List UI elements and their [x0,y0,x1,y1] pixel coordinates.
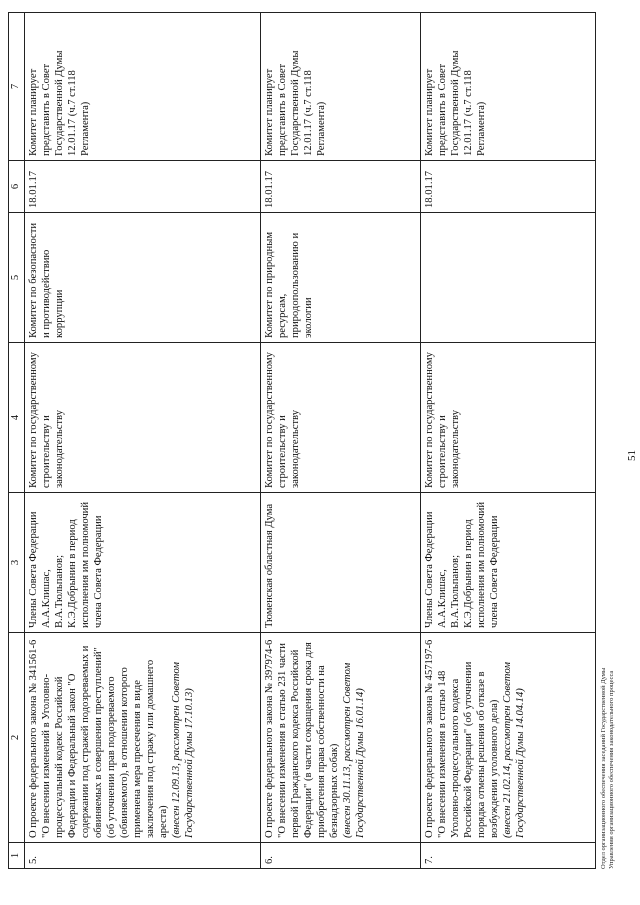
bills-table [8,12,596,869]
bill-note: (внесен 30.11.13, рассмотрен Советом Государственной Думы 16.01.14) [342,662,366,838]
column-header: 2 [9,633,25,843]
footer-line: Отдел организационного обеспечения заседаний Государственной Думы [600,667,607,869]
row-number: 5. [25,843,261,869]
row-number: 7. [421,843,596,869]
committee-cell: Комитет по государственному строительству и законодательству [421,343,596,493]
footer-line: Управления организационного обеспечения законодательного процесса [608,670,615,869]
co-committee-cell: Комитет по безопасности и противодействию коррупции [25,213,261,343]
column-header: 6 [9,161,25,213]
bill-intro: О проекте федерального закона № 397974-6 [264,639,275,838]
column-header: 3 [9,493,25,633]
column-header: 5 [9,213,25,343]
author-cell: Члены Совета Федерации А.А.Клишас, В.А.Тюльпанов; К.Э.Добрынин в период исполнения им полномочий члена Совета Федерации [421,493,596,633]
bill-text: "О внесении изменения в статью 148 Уголовно-процессуального кодекса Российской Федерации" (об уточнении порядка отмены решения об отказе в возбуждении уголовного дела) [437,661,500,838]
header-row [9,13,25,869]
table-row [421,13,596,869]
co-committee-cell [421,213,596,343]
bill-intro: О проекте федерального закона № 457197-6 [424,639,435,838]
bill-cell [421,633,596,843]
date-cell: 18.01.17 [261,161,421,213]
plan-cell: Комитет планирует представить в Совет Государственной Думы 12.01.17 (ч.7 ст.118 Регламента) [261,13,421,161]
footer [600,668,616,869]
page-number: 51 [626,450,638,461]
column-header: 1 [9,843,25,869]
date-cell: 18.01.17 [421,161,596,213]
row-number: 6. [261,843,421,869]
plan-cell: Комитет планирует представить в Совет Государственной Думы 12.01.17 (ч.7 ст.118 Регламента) [421,13,596,161]
column-header: 7 [9,13,25,161]
table-row [25,13,261,869]
bill-text: "О внесении изменений в Уголовно-процессуальный кодекс Российской Федерации и Федеральный закон "О содержании под стражей подозреваемых и обвиняемых в совершении преступлений" (об уточнении прав подозреваемого (обвиняемого), в отношении которого применена мера пресечения в виде заключения под стражу или домашнего ареста) [41,645,169,838]
author-cell: Тюменская областная Дума [261,493,421,633]
bill-note: (внесен 12.09.13, рассмотрен Советом Государственной Думы 17.10.13) [171,662,195,838]
bill-cell [261,633,421,843]
author-cell: Члены Совета Федерации А.А.Клишас, В.А.Тюльпанов; К.Э.Добрынин в период исполнения им полномочий члена Совета Федерации [25,493,261,633]
bill-note: (внесен 21.02.14, рассмотрен Советом Государственной Думы 14.04.14) [502,662,526,838]
bill-intro: О проекте федерального закона № 341561-6 [28,639,39,838]
date-cell: 18.01.17 [25,161,261,213]
table-row [261,13,421,869]
column-header: 4 [9,343,25,493]
bill-text: "О внесении изменения в статью 231 части первой Гражданского кодекса Российской Федерации" (в части сокращения срока для приобретения права собственности на безнадзорных собак) [277,642,340,838]
committee-cell: Комитет по государственному строительству и законодательству [25,343,261,493]
plan-cell: Комитет планирует представить в Совет Государственной Думы 12.01.17 (ч.7 ст.118 Регламента) [25,13,261,161]
bill-cell [25,633,261,843]
co-committee-cell: Комитет по природным ресурсам, природопользованию и экологии [261,213,421,343]
committee-cell: Комитет по государственному строительству и законодательству [261,343,421,493]
